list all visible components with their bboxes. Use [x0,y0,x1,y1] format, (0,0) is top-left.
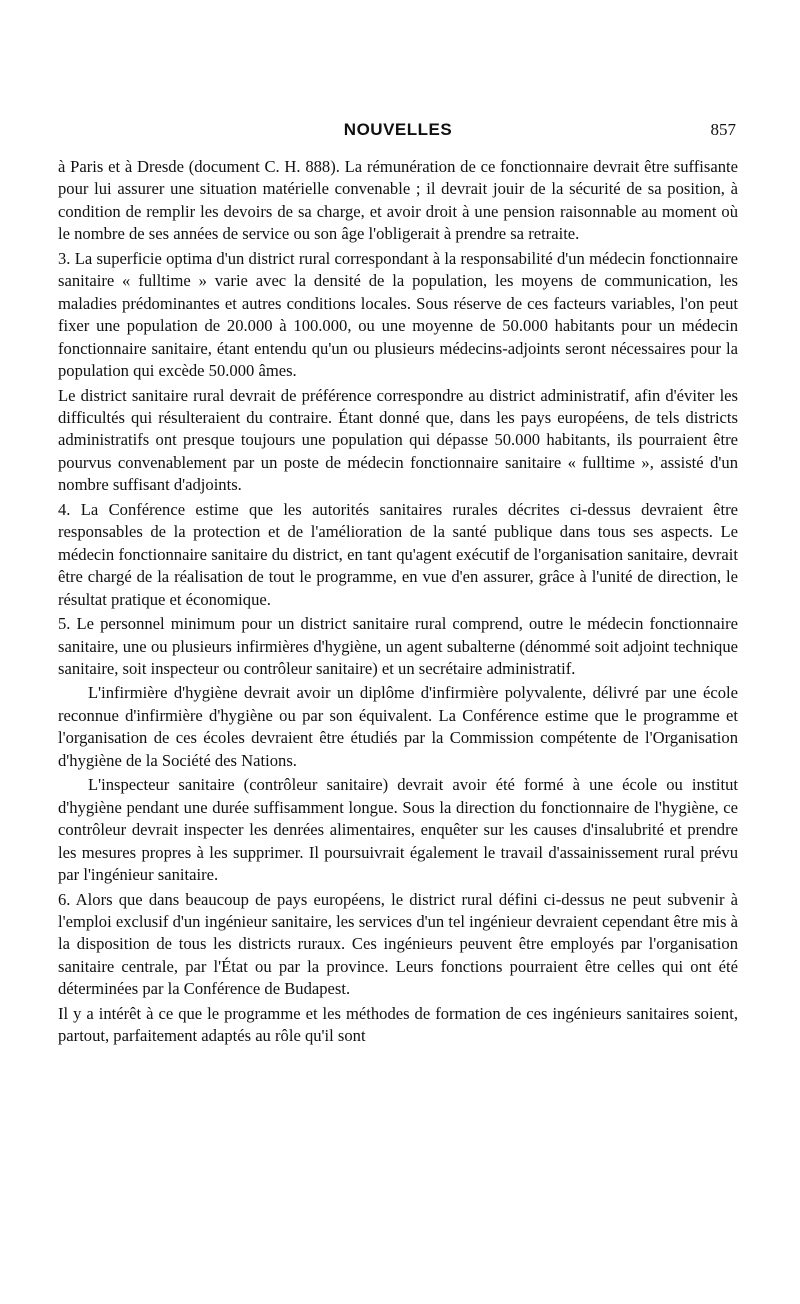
paragraph-item-4: 4. La Conférence estime que les autorités sanitaires rurales décrites ci-dessus devraient être responsables de la protection et de l'amélioration de la santé publique dans tous ses aspects. Le médecin fonctionnaire sanitaire du district, en tant qu'agent exécutif de l'organisation sanitaire, devrait être chargé de la réalisation de tout le programme, en vue d'en assurer, grâce à l'unité de direction, le résultat pratique et économique. [58,499,738,609]
paragraph-item-3: 3. La superficie optima d'un district rural correspondant à la responsabilité d'un médecin fonctionnaire sanitaire « fulltime » varie avec la densité de la population, les moyens de communication, les maladies prédominantes et autres conditions locales. Sous réserve de ces facteurs variables, l'on peut fixer une population de 20.000 à 100.000, ou une moyenne de 50.000 habitants pour un médecin fonctionnaire sanitaire, étant entendu qu'un ou plusieurs médecins-adjoints seront nécessaires pour la population qui excède 50.000 âmes. [58,248,738,381]
paragraph-district: Le district sanitaire rural devrait de préférence correspondre au district administratif, afin d'éviter les difficultés qui résulteraient du contraire. Étant donné que, dans les pays européens, de tels districts administratifs ont presque toujours une population qui dépasse 50.000 habitants, ils pourraient être pourvus convenablement par un poste de médecin fonctionnaire sanitaire « fulltime », assisté d'un nombre suffisant d'adjoints. [58,385,738,495]
paragraph-continuation: à Paris et à Dresde (document C. H. 888). La rémunération de ce fonctionnaire devrait être suffisante pour lui assurer une situation matérielle convenable ; il devrait jouir de la sécurité de sa position, à condition de remplir les devoirs de sa charge, et avoir droit à une pension raisonnable au moment où le nombre de ses années de service ou son âge l'obligerait à prendre sa retraite. [58,157,738,244]
running-title: NOUVELLES [343,120,453,139]
paragraph-infirmiere: L'infirmière d'hygiène devrait avoir un diplôme d'infirmière polyvalente, délivré par une école reconnue d'infirmière d'hygiène ou par son équivalent. La Conférence estime que le programme et l'organisation de ces écoles devraient être étudiés par la Commission compétente de l'Organisation d'hygiène de la Société des Nations. [58,683,738,770]
paragraph-item-6: 6. Alors que dans beaucoup de pays européens, le district rural défini ci-dessus ne peut subvenir à l'emploi exclusif d'un ingénieur sanitaire, les services d'un tel ingénieur devraient cependant être mis à la disposition de tous les districts ruraux. Ces ingénieurs peuvent être employés par l'organisation sanitaire centrale, par l'État ou par la province. Leurs fonctions pourraient être celles qui ont été déterminées par la Conférence de Budapest. [58,889,738,999]
document-page [58,118,738,1048]
body-text [58,156,738,1048]
page-number: 857 [710,120,736,139]
paragraph-item-5: 5. Le personnel minimum pour un district sanitaire rural comprend, outre le médecin fonctionnaire sanitaire, une ou plusieurs infirmières d'hygiène, un agent subalterne (dénommé soit adjoint technique sanitaire, soit inspecteur ou contrôleur sanitaire) et un secrétaire administratif. [58,614,738,678]
paragraph-interet: Il y a intérêt à ce que le programme et les méthodes de formation de ces ingénieurs sanitaires soient, partout, parfaitement adaptés au rôle qu'il sont [58,1003,738,1046]
page-header [58,118,738,146]
paragraph-inspecteur: L'inspecteur sanitaire (contrôleur sanitaire) devrait avoir été formé à une école ou institut d'hygiène pendant une durée suffisamment longue. Sous la direction du fonctionnaire de l'hygiène, ce contrôleur devrait inspecter les denrées alimentaires, enquêter sur les causes d'insalubrité et prendre les mesures propres à les supprimer. Il poursuivrait également le travail d'assainissement rural prévu par l'ingénieur sanitaire. [58,775,738,885]
